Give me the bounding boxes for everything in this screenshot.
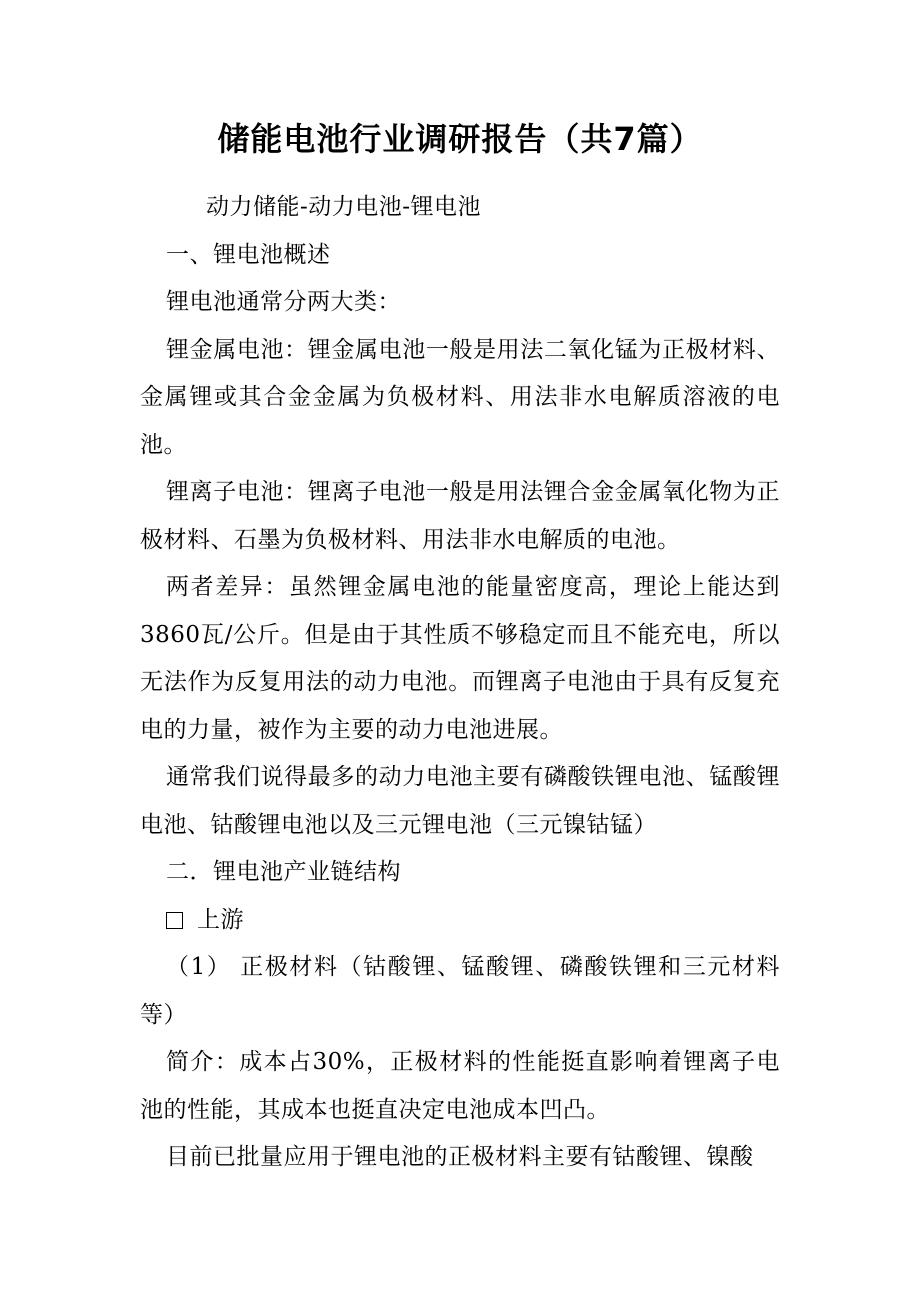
section-heading-overview: 一、锂电池概述: [166, 241, 331, 268]
document-body: [140, 184, 780, 1182]
paragraph-cathode-applications: 目前已批量应用于锂电池的正极材料主要有钴酸锂、镍酸: [166, 1144, 754, 1170]
document-subtitle: 动力储能-动力电池-锂电池: [206, 194, 482, 220]
paragraph-lithium-metal: 锂金属电池：锂金属电池一般是用法二氧化锰为正极材料、金属锂或其合金金属为负极材料、用法非水电解质溶液的电池。: [140, 336, 780, 458]
paragraph-differences: 两者差异：虽然锂金属电池的能量密度高，理论上能达到3860瓦/公斤。但是由于其性质不够稳定而且不能充电，所以无法作为反复用法的动力电池。而锂离子电池由于具有反复充电的力量，被作为主要的动力电池进展。: [140, 574, 780, 743]
checkbox-icon: [166, 912, 183, 929]
section-heading-industry-chain: 二．锂电池产业链结构: [166, 859, 401, 885]
paragraph-battery-types: 锂电池通常分两大类：: [166, 289, 401, 315]
paragraph-common-batteries: 通常我们说得最多的动力电池主要有磷酸铁锂电池、锰酸锂电池、钴酸锂电池以及三元锂电池（三元镍钴锰）: [140, 764, 780, 838]
paragraph-cathode-intro: 简介：成本占30%，正极材料的性能挺直影响着锂离子电池的性能，其成本也挺直决定电池成本凹凸。: [140, 1049, 780, 1123]
document-title: 储能电池行业调研报告（共7篇）: [217, 120, 703, 158]
paragraph-lithium-ion: 锂离子电池：锂离子电池一般是用法锂合金金属氧化物为正极材料、石墨为负极材料、用法非水电解质的电池。: [140, 479, 780, 553]
paragraph-cathode-materials: （1） 正极材料（钴酸锂、锰酸锂、磷酸铁锂和三元材料等）: [140, 954, 780, 1028]
upstream-item: [140, 897, 780, 945]
upstream-label: 上游: [197, 906, 244, 933]
